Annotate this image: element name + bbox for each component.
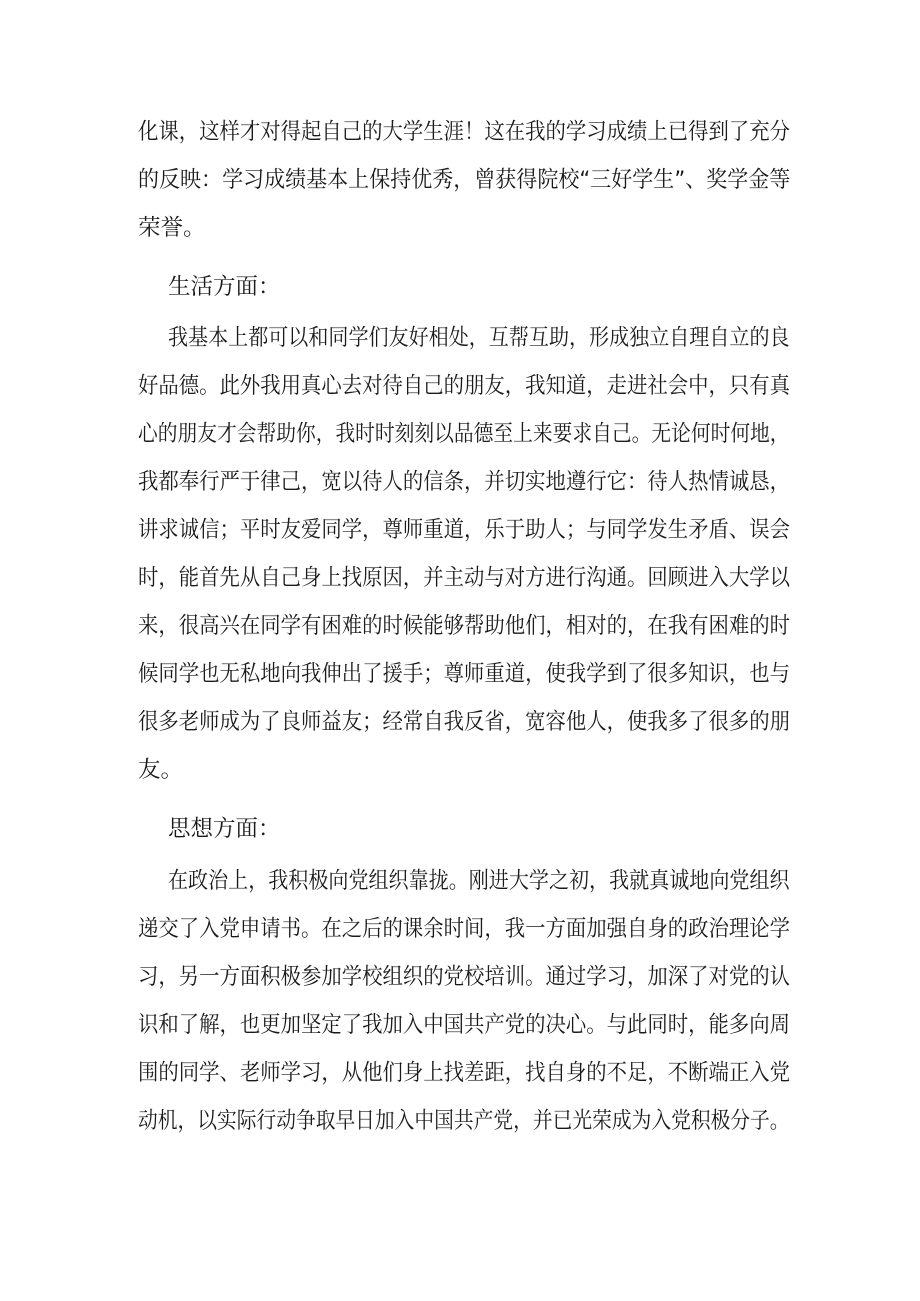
thought-heading: 思想方面：: [168, 816, 281, 842]
study-line-3: 荣誉。: [138, 215, 206, 241]
thought-line-2: 递交了入党申请书。在之后的课余时间，我一方面加强自身的政治理论学: [138, 916, 791, 942]
study-line-1: 化课，这样才对得起自己的大学生涯！这在我的学习成绩上已得到了充分: [138, 119, 791, 145]
thought-line-1: 在政治上，我积极向党组织靠拢。刚进大学之初，我就真诚地向党组织: [168, 868, 790, 894]
life-line-2: 好品德。此外我用真心去对待自己的朋友，我知道，走进社会中，只有真: [138, 373, 791, 399]
thought-line-6: 动机，以实际行动争取早日加入中国共产党，并已光荣成为入党积极分子。: [138, 1108, 790, 1134]
thought-line-3: 习，另一方面积极参加学校组织的党校培训。通过学习，加深了对党的认: [138, 964, 791, 990]
life-line-4: 我都奉行严于律己，宽以待人的信条，并切实地遵行它：待人热情诚恳，: [138, 469, 791, 495]
life-line-8: 候同学也无私地向我伸出了援手；尊师重道，使我学到了很多知识，也与: [138, 661, 791, 687]
life-heading: 生活方面：: [168, 274, 281, 300]
life-line-1: 我基本上都可以和同学们友好相处，互帮互助，形成独立自理自立的良: [168, 325, 790, 351]
life-line-3: 心的朋友才会帮助你，我时时刻刻以品德至上来要求自己。无论何时何地，: [138, 421, 790, 447]
life-line-5: 讲求诚信；平时友爱同学，尊师重道，乐于助人；与同学发生矛盾、误会: [138, 517, 791, 543]
life-line-6: 时，能首先从自己身上找原因，并主动与对方进行沟通。回顾进入大学以: [138, 565, 791, 591]
life-line-7: 来，很高兴在同学有困难的时候能够帮助他们，相对的，在我有困难的时: [138, 613, 791, 639]
study-line-2: 的反映：学习成绩基本上保持优秀，曾获得院校“三好学生”、奖学金等: [138, 167, 791, 193]
life-line-9: 很多老师成为了良师益友；经常自我反省，宽容他人，使我多了很多的朋: [138, 709, 791, 735]
life-line-10: 友。: [138, 757, 184, 783]
thought-line-5: 围的同学、老师学习，从他们身上找差距，找自身的不足，不断端正入党: [138, 1060, 791, 1086]
thought-line-4: 识和了解，也更加坚定了我加入中国共产党的决心。与此同时，能多向周: [138, 1012, 791, 1038]
